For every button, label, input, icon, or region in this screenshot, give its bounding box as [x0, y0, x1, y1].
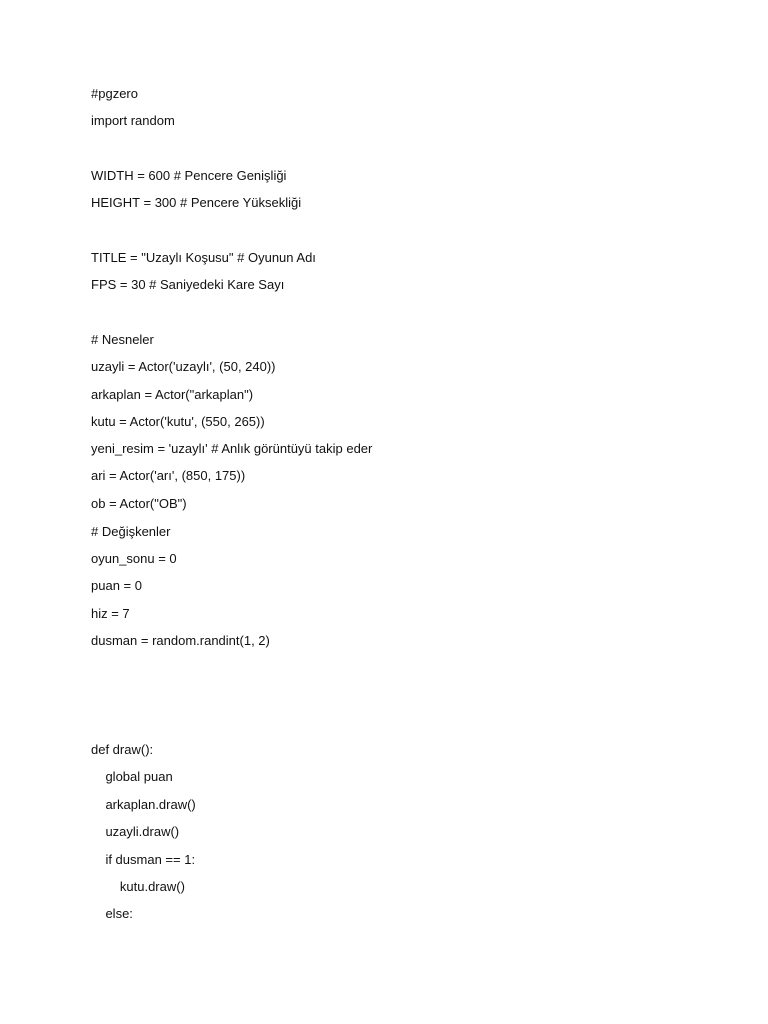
code-line: HEIGHT = 300 # Pencere Yüksekliği [91, 195, 302, 210]
code-line: ob = Actor("OB") [91, 496, 187, 511]
code-line: import random [91, 113, 175, 128]
code-line: kutu.draw() [91, 879, 185, 894]
code-line: arkaplan = Actor("arkaplan") [91, 387, 254, 402]
code-line: # Nesneler [91, 332, 154, 347]
code-line: kutu = Actor('kutu', (550, 265)) [91, 414, 265, 429]
code-line: dusman = random.randint(1, 2) [91, 633, 270, 648]
code-line: global puan [91, 769, 173, 784]
code-line: yeni_resim = 'uzaylı' # Anlık görüntüyü takip eder [91, 441, 373, 456]
code-line: else: [91, 906, 133, 921]
code-line: #pgzero [91, 86, 138, 101]
code-line: uzayli.draw() [91, 824, 180, 839]
code-line: FPS = 30 # Saniyedeki Kare Sayı [91, 277, 285, 292]
code-line: arkaplan.draw() [91, 797, 196, 812]
code-line: if dusman == 1: [91, 852, 196, 867]
code-line: WIDTH = 600 # Pencere Genişliği [91, 168, 287, 183]
code-line: puan = 0 [91, 578, 142, 593]
code-line: TITLE = "Uzaylı Koşusu" # Oyunun Adı [91, 250, 316, 265]
code-line: hiz = 7 [91, 606, 130, 621]
code-line: # Değişkenler [91, 524, 171, 539]
code-line: oyun_sonu = 0 [91, 551, 177, 566]
code-line: uzayli = Actor('uzaylı', (50, 240)) [91, 359, 276, 374]
code-line: def draw(): [91, 742, 154, 757]
code-line: ari = Actor('arı', (850, 175)) [91, 468, 246, 483]
